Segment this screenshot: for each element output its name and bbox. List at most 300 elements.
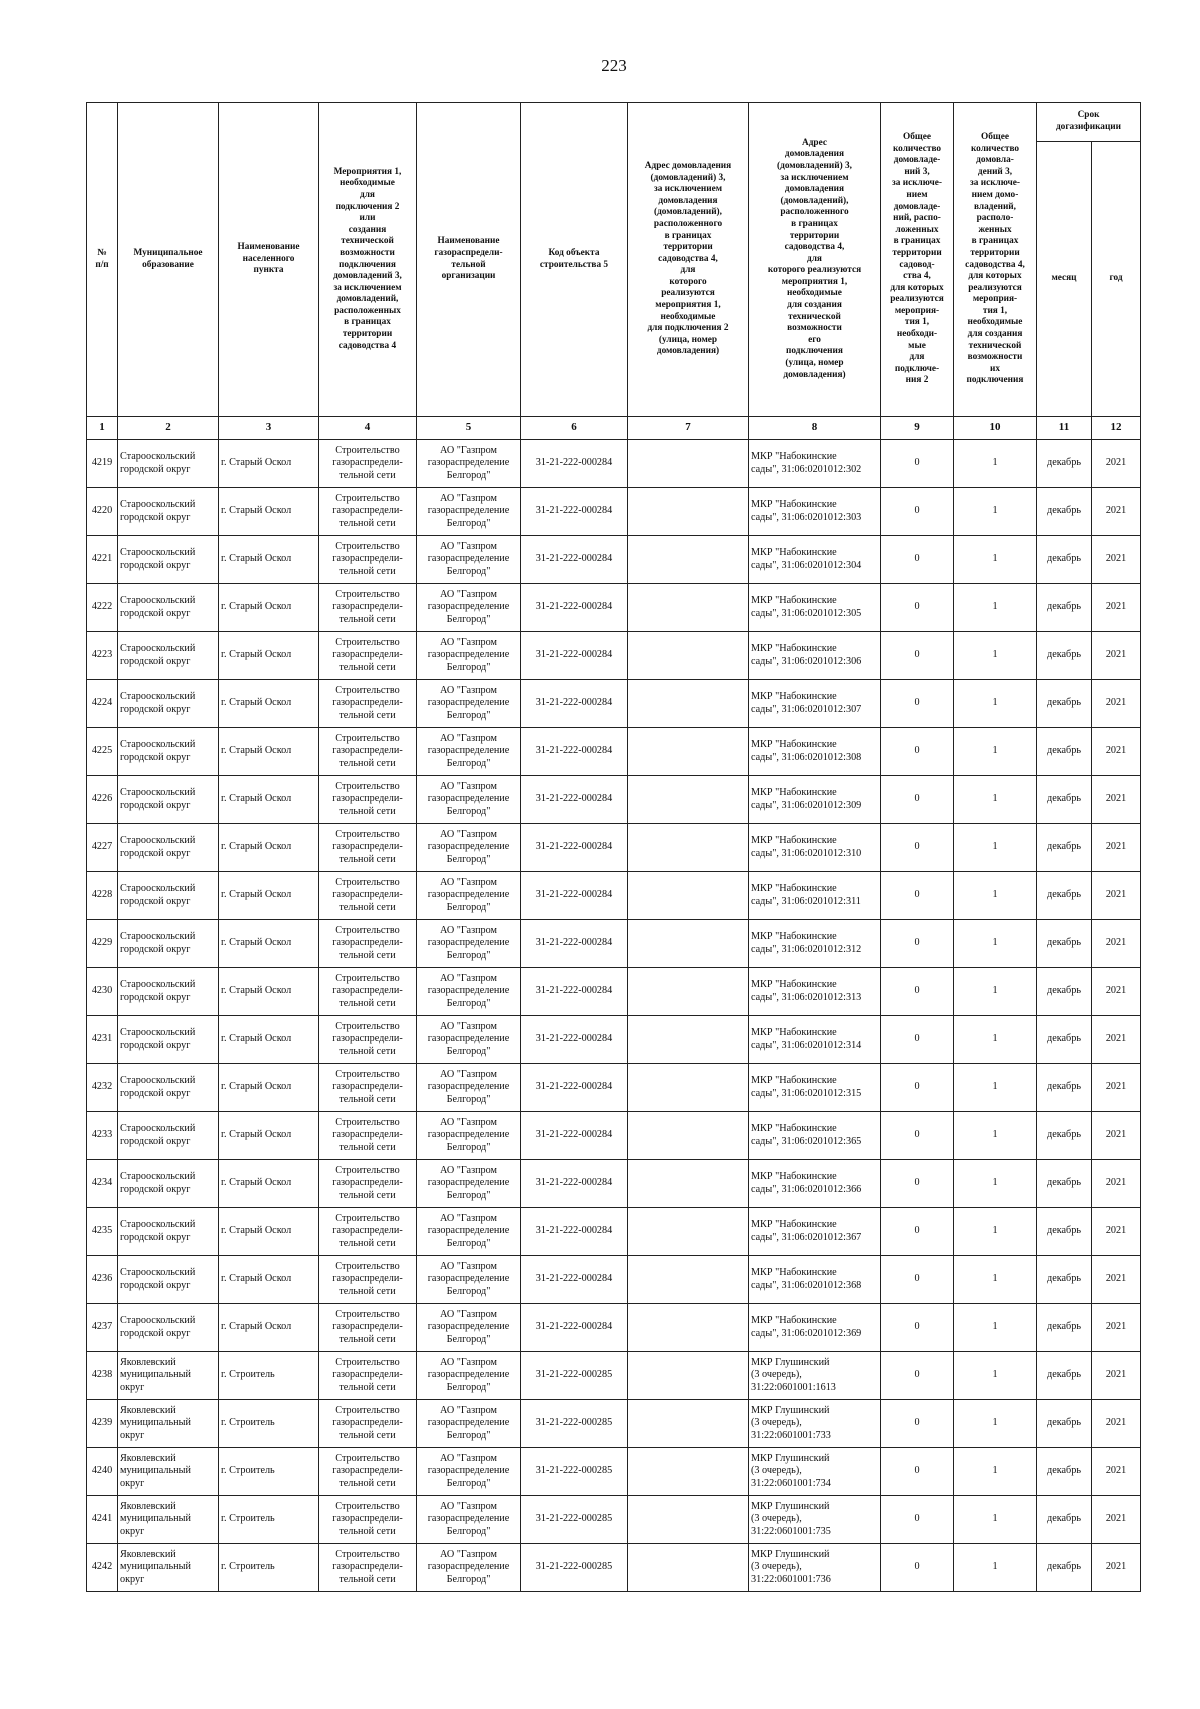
count-capability-cell: 1 xyxy=(954,920,1037,968)
row-number: 4226 xyxy=(87,776,118,824)
municipality-cell: Старооскольский городской округ xyxy=(118,920,219,968)
address-capability-cell: МКР "Набокинские сады", 31:06:0201012:369 xyxy=(749,1304,881,1352)
header-object-code: Код объекта строительства 5 xyxy=(521,103,628,417)
table-row xyxy=(87,1064,1141,1112)
table-row xyxy=(87,1400,1141,1448)
organization-cell: АО "Газпром газораспределение Белгород" xyxy=(417,440,521,488)
address-connection-cell xyxy=(628,872,749,920)
organization-cell: АО "Газпром газораспределение Белгород" xyxy=(417,536,521,584)
municipality-cell: Старооскольский городской округ xyxy=(118,1016,219,1064)
address-connection-cell xyxy=(628,1160,749,1208)
organization-cell: АО "Газпром газораспределение Белгород" xyxy=(417,776,521,824)
header-gas-organization: Наименование газораспредели- тельной организации xyxy=(417,103,521,417)
table-row xyxy=(87,1544,1141,1592)
measure-cell: Строительство газораспредели- тельной сети xyxy=(319,1352,417,1400)
organization-cell: АО "Газпром газораспределение Белгород" xyxy=(417,1160,521,1208)
municipality-cell: Старооскольский городской округ xyxy=(118,1160,219,1208)
address-connection-cell xyxy=(628,728,749,776)
row-number: 4236 xyxy=(87,1256,118,1304)
month-cell: декабрь xyxy=(1037,584,1092,632)
column-number: 6 xyxy=(521,417,628,440)
row-number: 4221 xyxy=(87,536,118,584)
measure-cell: Строительство газораспредели- тельной сети xyxy=(319,1208,417,1256)
header-month: месяц xyxy=(1037,142,1092,417)
month-cell: декабрь xyxy=(1037,824,1092,872)
address-capability-cell: МКР "Набокинские сады", 31:06:0201012:365 xyxy=(749,1112,881,1160)
count-capability-cell: 1 xyxy=(954,1016,1037,1064)
object-code-cell: 31-21-222-000284 xyxy=(521,1304,628,1352)
municipality-cell: Яковлевский муниципальный округ xyxy=(118,1400,219,1448)
row-number: 4230 xyxy=(87,968,118,1016)
column-number: 8 xyxy=(749,417,881,440)
municipality-cell: Старооскольский городской округ xyxy=(118,1064,219,1112)
count-connection-cell: 0 xyxy=(881,1496,954,1544)
measure-cell: Строительство газораспредели- тельной сети xyxy=(319,1496,417,1544)
count-capability-cell: 1 xyxy=(954,1448,1037,1496)
object-code-cell: 31-21-222-000284 xyxy=(521,536,628,584)
object-code-cell: 31-21-222-000284 xyxy=(521,872,628,920)
table-body xyxy=(87,440,1141,1592)
municipality-cell: Старооскольский городской округ xyxy=(118,1208,219,1256)
address-connection-cell xyxy=(628,824,749,872)
month-cell: декабрь xyxy=(1037,1352,1092,1400)
settlement-cell: г. Строитель xyxy=(219,1496,319,1544)
year-cell: 2021 xyxy=(1092,536,1141,584)
year-cell: 2021 xyxy=(1092,1064,1141,1112)
address-capability-cell: МКР "Набокинские сады", 31:06:0201012:305 xyxy=(749,584,881,632)
count-capability-cell: 1 xyxy=(954,968,1037,1016)
count-capability-cell: 1 xyxy=(954,488,1037,536)
row-number: 4228 xyxy=(87,872,118,920)
row-number: 4232 xyxy=(87,1064,118,1112)
count-connection-cell: 0 xyxy=(881,584,954,632)
settlement-cell: г. Старый Оскол xyxy=(219,488,319,536)
year-cell: 2021 xyxy=(1092,1400,1141,1448)
measure-cell: Строительство газораспредели- тельной сети xyxy=(319,824,417,872)
row-number: 4220 xyxy=(87,488,118,536)
table-row xyxy=(87,1016,1141,1064)
organization-cell: АО "Газпром газораспределение Белгород" xyxy=(417,1256,521,1304)
address-capability-cell: МКР "Набокинские сады", 31:06:0201012:303 xyxy=(749,488,881,536)
object-code-cell: 31-21-222-000284 xyxy=(521,1112,628,1160)
header-measures: Мероприятия 1, необходимые для подключения 2 или создания технической возможности подключения домовладений 3, за исключением домовладений, расположенных в границах территории садоводства 4 xyxy=(319,103,417,417)
object-code-cell: 31-21-222-000284 xyxy=(521,1256,628,1304)
municipality-cell: Старооскольский городской округ xyxy=(118,1112,219,1160)
column-number: 7 xyxy=(628,417,749,440)
count-capability-cell: 1 xyxy=(954,680,1037,728)
year-cell: 2021 xyxy=(1092,776,1141,824)
count-connection-cell: 0 xyxy=(881,1544,954,1592)
address-capability-cell: МКР "Набокинские сады", 31:06:0201012:314 xyxy=(749,1016,881,1064)
row-number: 4225 xyxy=(87,728,118,776)
column-number: 1 xyxy=(87,417,118,440)
municipality-cell: Старооскольский городской округ xyxy=(118,680,219,728)
measure-cell: Строительство газораспредели- тельной сети xyxy=(319,680,417,728)
municipality-cell: Старооскольский городской округ xyxy=(118,536,219,584)
table-row xyxy=(87,584,1141,632)
measure-cell: Строительство газораспредели- тельной сети xyxy=(319,1016,417,1064)
measure-cell: Строительство газораспредели- тельной сети xyxy=(319,776,417,824)
address-capability-cell: МКР Глушинский (3 очередь), 31:22:0601001:736 xyxy=(749,1544,881,1592)
address-capability-cell: МКР "Набокинские сады", 31:06:0201012:302 xyxy=(749,440,881,488)
organization-cell: АО "Газпром газораспределение Белгород" xyxy=(417,1448,521,1496)
page-number: 223 xyxy=(601,56,627,75)
measure-cell: Строительство газораспредели- тельной сети xyxy=(319,872,417,920)
month-cell: декабрь xyxy=(1037,968,1092,1016)
count-connection-cell: 0 xyxy=(881,1256,954,1304)
month-cell: декабрь xyxy=(1037,1448,1092,1496)
measure-cell: Строительство газораспредели- тельной сети xyxy=(319,1544,417,1592)
count-connection-cell: 0 xyxy=(881,728,954,776)
organization-cell: АО "Газпром газораспределение Белгород" xyxy=(417,1304,521,1352)
settlement-cell: г. Строитель xyxy=(219,1400,319,1448)
settlement-cell: г. Старый Оскол xyxy=(219,1208,319,1256)
count-capability-cell: 1 xyxy=(954,872,1037,920)
measure-cell: Строительство газораспредели- тельной сети xyxy=(319,1112,417,1160)
address-connection-cell xyxy=(628,968,749,1016)
address-connection-cell xyxy=(628,1304,749,1352)
municipality-cell: Старооскольский городской округ xyxy=(118,968,219,1016)
month-cell: декабрь xyxy=(1037,1160,1092,1208)
address-capability-cell: МКР "Набокинские сады", 31:06:0201012:315 xyxy=(749,1064,881,1112)
year-cell: 2021 xyxy=(1092,920,1141,968)
address-connection-cell xyxy=(628,1016,749,1064)
object-code-cell: 31-21-222-000285 xyxy=(521,1496,628,1544)
settlement-cell: г. Строитель xyxy=(219,1352,319,1400)
municipality-cell: Старооскольский городской округ xyxy=(118,776,219,824)
measure-cell: Строительство газораспредели- тельной сети xyxy=(319,1256,417,1304)
row-number: 4239 xyxy=(87,1400,118,1448)
municipality-cell: Старооскольский городской округ xyxy=(118,1304,219,1352)
year-cell: 2021 xyxy=(1092,632,1141,680)
count-capability-cell: 1 xyxy=(954,1496,1037,1544)
address-capability-cell: МКР Глушинский (3 очередь), 31:22:0601001:733 xyxy=(749,1400,881,1448)
count-connection-cell: 0 xyxy=(881,632,954,680)
object-code-cell: 31-21-222-000284 xyxy=(521,920,628,968)
settlement-cell: г. Старый Оскол xyxy=(219,824,319,872)
organization-cell: АО "Газпром газораспределение Белгород" xyxy=(417,824,521,872)
organization-cell: АО "Газпром газораспределение Белгород" xyxy=(417,1400,521,1448)
column-number: 3 xyxy=(219,417,319,440)
object-code-cell: 31-21-222-000284 xyxy=(521,824,628,872)
address-connection-cell xyxy=(628,1496,749,1544)
month-cell: декабрь xyxy=(1037,1064,1092,1112)
row-number: 4222 xyxy=(87,584,118,632)
header-address-connection: Адрес домовладения (домовладений) 3, за исключением домовладения (домовладений), расположенного в границах территории садоводства 4, для которого реализуются мероприятия 1, необходимые для подключения 2 (улица, номер домовладения) xyxy=(628,103,749,417)
address-capability-cell: МКР "Набокинские сады", 31:06:0201012:309 xyxy=(749,776,881,824)
count-capability-cell: 1 xyxy=(954,1352,1037,1400)
header-year: год xyxy=(1092,142,1141,417)
row-number: 4240 xyxy=(87,1448,118,1496)
organization-cell: АО "Газпром газораспределение Белгород" xyxy=(417,584,521,632)
organization-cell: АО "Газпром газораспределение Белгород" xyxy=(417,488,521,536)
address-connection-cell xyxy=(628,1208,749,1256)
count-connection-cell: 0 xyxy=(881,1208,954,1256)
object-code-cell: 31-21-222-000284 xyxy=(521,728,628,776)
municipality-cell: Яковлевский муниципальный округ xyxy=(118,1544,219,1592)
address-connection-cell xyxy=(628,536,749,584)
count-connection-cell: 0 xyxy=(881,1448,954,1496)
measure-cell: Строительство газораспредели- тельной сети xyxy=(319,1160,417,1208)
count-connection-cell: 0 xyxy=(881,536,954,584)
address-connection-cell xyxy=(628,1448,749,1496)
municipality-cell: Старооскольский городской округ xyxy=(118,872,219,920)
count-capability-cell: 1 xyxy=(954,1112,1037,1160)
month-cell: декабрь xyxy=(1037,1112,1092,1160)
count-capability-cell: 1 xyxy=(954,1064,1037,1112)
year-cell: 2021 xyxy=(1092,968,1141,1016)
measure-cell: Строительство газораспредели- тельной сети xyxy=(319,632,417,680)
municipality-cell: Старооскольский городской округ xyxy=(118,728,219,776)
table-row xyxy=(87,776,1141,824)
object-code-cell: 31-21-222-000285 xyxy=(521,1400,628,1448)
count-capability-cell: 1 xyxy=(954,1400,1037,1448)
address-capability-cell: МКР "Набокинские сады", 31:06:0201012:366 xyxy=(749,1160,881,1208)
count-capability-cell: 1 xyxy=(954,584,1037,632)
organization-cell: АО "Газпром газораспределение Белгород" xyxy=(417,1496,521,1544)
column-number: 11 xyxy=(1037,417,1092,440)
address-connection-cell xyxy=(628,1544,749,1592)
count-connection-cell: 0 xyxy=(881,1352,954,1400)
month-cell: декабрь xyxy=(1037,632,1092,680)
address-connection-cell xyxy=(628,632,749,680)
count-capability-cell: 1 xyxy=(954,1208,1037,1256)
object-code-cell: 31-21-222-000285 xyxy=(521,1448,628,1496)
settlement-cell: г. Старый Оскол xyxy=(219,680,319,728)
address-capability-cell: МКР Глушинский (3 очередь), 31:22:0601001:734 xyxy=(749,1448,881,1496)
column-number: 9 xyxy=(881,417,954,440)
count-connection-cell: 0 xyxy=(881,440,954,488)
count-capability-cell: 1 xyxy=(954,728,1037,776)
count-connection-cell: 0 xyxy=(881,872,954,920)
month-cell: декабрь xyxy=(1037,728,1092,776)
row-number: 4227 xyxy=(87,824,118,872)
year-cell: 2021 xyxy=(1092,1256,1141,1304)
year-cell: 2021 xyxy=(1092,824,1141,872)
table-row xyxy=(87,728,1141,776)
measure-cell: Строительство газораспредели- тельной сети xyxy=(319,488,417,536)
month-cell: декабрь xyxy=(1037,1256,1092,1304)
column-number: 12 xyxy=(1092,417,1141,440)
measure-cell: Строительство газораспредели- тельной сети xyxy=(319,920,417,968)
month-cell: декабрь xyxy=(1037,1304,1092,1352)
settlement-cell: г. Строитель xyxy=(219,1544,319,1592)
settlement-cell: г. Старый Оскол xyxy=(219,1160,319,1208)
year-cell: 2021 xyxy=(1092,440,1141,488)
address-connection-cell xyxy=(628,584,749,632)
gasification-table xyxy=(86,102,1141,1592)
address-capability-cell: МКР Глушинский (3 очередь), 31:22:0601001:735 xyxy=(749,1496,881,1544)
year-cell: 2021 xyxy=(1092,1112,1141,1160)
table-row xyxy=(87,824,1141,872)
month-cell: декабрь xyxy=(1037,1544,1092,1592)
organization-cell: АО "Газпром газораспределение Белгород" xyxy=(417,920,521,968)
header-count-capability: Общее количество домовла- дений 3, за исключе- нием домо- владений, располо- женных в границах территории садоводства 4, для которых реализуются мероприя- тия 1, необходимые для создания технической возможности их подключения xyxy=(954,103,1037,417)
count-connection-cell: 0 xyxy=(881,776,954,824)
settlement-cell: г. Старый Оскол xyxy=(219,920,319,968)
address-capability-cell: МКР Глушинский (3 очередь), 31:22:0601001:1613 xyxy=(749,1352,881,1400)
address-capability-cell: МКР "Набокинские сады", 31:06:0201012:368 xyxy=(749,1256,881,1304)
count-connection-cell: 0 xyxy=(881,1160,954,1208)
municipality-cell: Старооскольский городской округ xyxy=(118,824,219,872)
settlement-cell: г. Строитель xyxy=(219,1448,319,1496)
organization-cell: АО "Газпром газораспределение Белгород" xyxy=(417,1112,521,1160)
settlement-cell: г. Старый Оскол xyxy=(219,1064,319,1112)
address-capability-cell: МКР "Набокинские сады", 31:06:0201012:308 xyxy=(749,728,881,776)
table-row xyxy=(87,440,1141,488)
address-connection-cell xyxy=(628,1112,749,1160)
table-row xyxy=(87,536,1141,584)
table-row xyxy=(87,632,1141,680)
settlement-cell: г. Старый Оскол xyxy=(219,584,319,632)
address-capability-cell: МКР "Набокинские сады", 31:06:0201012:304 xyxy=(749,536,881,584)
row-number: 4234 xyxy=(87,1160,118,1208)
organization-cell: АО "Газпром газораспределение Белгород" xyxy=(417,872,521,920)
address-connection-cell xyxy=(628,776,749,824)
year-cell: 2021 xyxy=(1092,584,1141,632)
object-code-cell: 31-21-222-000284 xyxy=(521,1160,628,1208)
count-capability-cell: 1 xyxy=(954,440,1037,488)
object-code-cell: 31-21-222-000284 xyxy=(521,1208,628,1256)
year-cell: 2021 xyxy=(1092,1448,1141,1496)
settlement-cell: г. Старый Оскол xyxy=(219,776,319,824)
header-municipality: Муниципальное образование xyxy=(118,103,219,417)
table-row xyxy=(87,1256,1141,1304)
month-cell: декабрь xyxy=(1037,1400,1092,1448)
object-code-cell: 31-21-222-000284 xyxy=(521,440,628,488)
address-connection-cell xyxy=(628,1064,749,1112)
object-code-cell: 31-21-222-000284 xyxy=(521,968,628,1016)
municipality-cell: Старооскольский городской округ xyxy=(118,1256,219,1304)
row-number: 4235 xyxy=(87,1208,118,1256)
year-cell: 2021 xyxy=(1092,1352,1141,1400)
organization-cell: АО "Газпром газораспределение Белгород" xyxy=(417,680,521,728)
object-code-cell: 31-21-222-000284 xyxy=(521,1064,628,1112)
address-connection-cell xyxy=(628,680,749,728)
address-capability-cell: МКР "Набокинские сады", 31:06:0201012:307 xyxy=(749,680,881,728)
count-capability-cell: 1 xyxy=(954,824,1037,872)
measure-cell: Строительство газораспредели- тельной сети xyxy=(319,440,417,488)
table-row xyxy=(87,1496,1141,1544)
year-cell: 2021 xyxy=(1092,1544,1141,1592)
organization-cell: АО "Газпром газораспределение Белгород" xyxy=(417,1064,521,1112)
header-deadline-group: Срок догазификации xyxy=(1037,103,1141,142)
row-number: 4219 xyxy=(87,440,118,488)
settlement-cell: г. Старый Оскол xyxy=(219,872,319,920)
measure-cell: Строительство газораспредели- тельной сети xyxy=(319,728,417,776)
measure-cell: Строительство газораспредели- тельной сети xyxy=(319,1304,417,1352)
count-capability-cell: 1 xyxy=(954,1544,1037,1592)
row-number: 4229 xyxy=(87,920,118,968)
municipality-cell: Яковлевский муниципальный округ xyxy=(118,1352,219,1400)
settlement-cell: г. Старый Оскол xyxy=(219,536,319,584)
municipality-cell: Старооскольский городской округ xyxy=(118,488,219,536)
year-cell: 2021 xyxy=(1092,680,1141,728)
column-number: 2 xyxy=(118,417,219,440)
table-row xyxy=(87,488,1141,536)
municipality-cell: Старооскольский городской округ xyxy=(118,632,219,680)
year-cell: 2021 xyxy=(1092,1304,1141,1352)
count-capability-cell: 1 xyxy=(954,1304,1037,1352)
table-row xyxy=(87,872,1141,920)
organization-cell: АО "Газпром газораспределение Белгород" xyxy=(417,728,521,776)
month-cell: декабрь xyxy=(1037,488,1092,536)
column-number: 4 xyxy=(319,417,417,440)
municipality-cell: Старооскольский городской округ xyxy=(118,440,219,488)
row-number: 4223 xyxy=(87,632,118,680)
count-connection-cell: 0 xyxy=(881,968,954,1016)
count-connection-cell: 0 xyxy=(881,1016,954,1064)
month-cell: декабрь xyxy=(1037,920,1092,968)
row-number: 4233 xyxy=(87,1112,118,1160)
settlement-cell: г. Старый Оскол xyxy=(219,968,319,1016)
municipality-cell: Яковлевский муниципальный округ xyxy=(118,1448,219,1496)
organization-cell: АО "Газпром газораспределение Белгород" xyxy=(417,632,521,680)
count-connection-cell: 0 xyxy=(881,1304,954,1352)
settlement-cell: г. Старый Оскол xyxy=(219,440,319,488)
table-row xyxy=(87,1208,1141,1256)
count-connection-cell: 0 xyxy=(881,680,954,728)
table-row xyxy=(87,1352,1141,1400)
address-connection-cell xyxy=(628,1400,749,1448)
count-capability-cell: 1 xyxy=(954,776,1037,824)
address-connection-cell xyxy=(628,920,749,968)
object-code-cell: 31-21-222-000284 xyxy=(521,776,628,824)
row-number: 4224 xyxy=(87,680,118,728)
address-capability-cell: МКР "Набокинские сады", 31:06:0201012:367 xyxy=(749,1208,881,1256)
organization-cell: АО "Газпром газораспределение Белгород" xyxy=(417,1208,521,1256)
count-connection-cell: 0 xyxy=(881,1400,954,1448)
object-code-cell: 31-21-222-000284 xyxy=(521,1016,628,1064)
column-number: 5 xyxy=(417,417,521,440)
measure-cell: Строительство газораспредели- тельной сети xyxy=(319,1448,417,1496)
measure-cell: Строительство газораспредели- тельной сети xyxy=(319,1064,417,1112)
year-cell: 2021 xyxy=(1092,872,1141,920)
year-cell: 2021 xyxy=(1092,1208,1141,1256)
row-number: 4238 xyxy=(87,1352,118,1400)
measure-cell: Строительство газораспредели- тельной сети xyxy=(319,1400,417,1448)
month-cell: декабрь xyxy=(1037,440,1092,488)
settlement-cell: г. Старый Оскол xyxy=(219,1112,319,1160)
object-code-cell: 31-21-222-000285 xyxy=(521,1544,628,1592)
object-code-cell: 31-21-222-000284 xyxy=(521,680,628,728)
month-cell: декабрь xyxy=(1037,680,1092,728)
header-settlement: Наименование населенного пункта xyxy=(219,103,319,417)
count-capability-cell: 1 xyxy=(954,1256,1037,1304)
measure-cell: Строительство газораспредели- тельной сети xyxy=(319,584,417,632)
count-connection-cell: 0 xyxy=(881,824,954,872)
address-connection-cell xyxy=(628,488,749,536)
table-header xyxy=(87,103,1141,440)
organization-cell: АО "Газпром газораспределение Белгород" xyxy=(417,1016,521,1064)
row-number: 4231 xyxy=(87,1016,118,1064)
table-row xyxy=(87,968,1141,1016)
object-code-cell: 31-21-222-000285 xyxy=(521,1352,628,1400)
object-code-cell: 31-21-222-000284 xyxy=(521,488,628,536)
address-capability-cell: МКР "Набокинские сады", 31:06:0201012:313 xyxy=(749,968,881,1016)
table-row xyxy=(87,1112,1141,1160)
measure-cell: Строительство газораспредели- тельной сети xyxy=(319,968,417,1016)
measure-cell: Строительство газораспредели- тельной сети xyxy=(319,536,417,584)
count-capability-cell: 1 xyxy=(954,632,1037,680)
count-connection-cell: 0 xyxy=(881,920,954,968)
count-capability-cell: 1 xyxy=(954,536,1037,584)
organization-cell: АО "Газпром газораспределение Белгород" xyxy=(417,1544,521,1592)
table-row xyxy=(87,1160,1141,1208)
month-cell: декабрь xyxy=(1037,536,1092,584)
table-row xyxy=(87,920,1141,968)
address-capability-cell: МКР "Набокинские сады", 31:06:0201012:310 xyxy=(749,824,881,872)
